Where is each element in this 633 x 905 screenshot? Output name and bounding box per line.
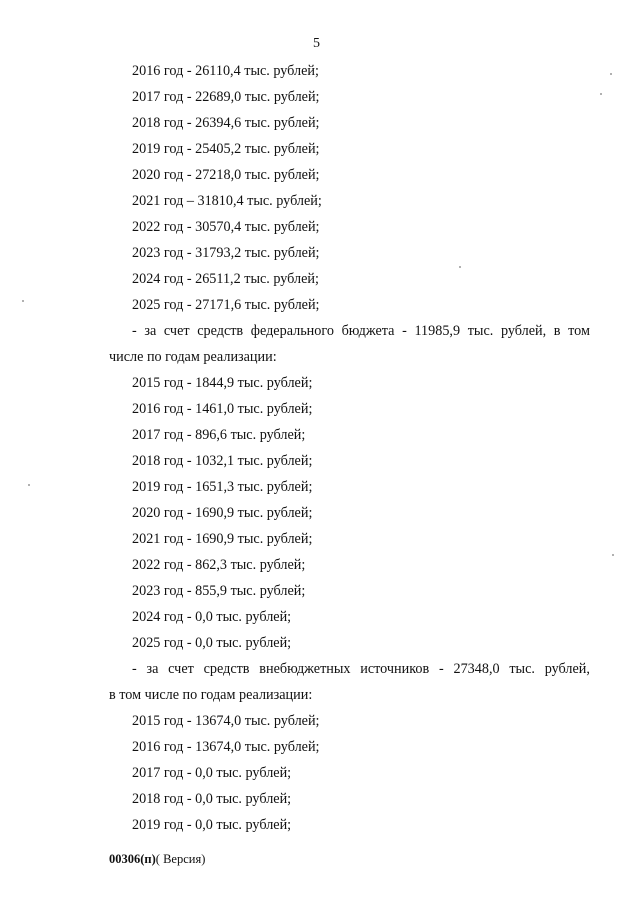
funding-line: 2016 год - 13674,0 тыс. рублей; xyxy=(132,739,320,755)
funding-line: 2021 год – 31810,4 тыс. рублей; xyxy=(132,193,322,209)
word: средств xyxy=(197,323,244,339)
word: тыс. xyxy=(467,323,494,339)
word: том xyxy=(568,323,590,339)
word: рублей, xyxy=(544,661,590,677)
federal-continuation: числе по годам реализации: xyxy=(109,349,277,365)
word: счет xyxy=(168,661,194,677)
funding-line: 2023 год - 31793,2 тыс. рублей; xyxy=(132,245,320,261)
scan-speck xyxy=(28,484,30,486)
funding-line: 2018 год - 0,0 тыс. рублей; xyxy=(132,791,292,807)
funding-line: 2025 год - 0,0 тыс. рублей; xyxy=(132,635,292,651)
word: за xyxy=(146,661,159,677)
scan-speck xyxy=(600,93,602,95)
word: бюджета xyxy=(341,323,395,339)
word: тыс. xyxy=(509,661,535,677)
funding-line: 2018 год - 1032,1 тыс. рублей; xyxy=(132,453,313,469)
funding-line: 2024 год - 26511,2 тыс. рублей; xyxy=(132,271,319,287)
word: - xyxy=(402,323,407,339)
word: в xyxy=(553,323,561,339)
funding-line: 2019 год - 1651,3 тыс. рублей; xyxy=(132,479,313,495)
word: - xyxy=(438,661,444,677)
funding-line: 2022 год - 862,3 тыс. рублей; xyxy=(132,557,306,573)
word: федерального xyxy=(250,323,334,339)
funding-line: 2025 год - 27171,6 тыс. рублей; xyxy=(132,297,320,313)
scan-speck xyxy=(612,554,614,556)
document-code: 00306(п) xyxy=(109,852,156,866)
extrabudget-paragraph xyxy=(132,660,590,678)
funding-line: 2017 год - 896,6 тыс. рублей; xyxy=(132,427,306,443)
funding-line: 2015 год - 1844,9 тыс. рублей; xyxy=(132,375,313,391)
funding-line: 2023 год - 855,9 тыс. рублей; xyxy=(132,583,306,599)
document-footer xyxy=(109,852,205,867)
scan-speck xyxy=(459,266,461,268)
word: источников xyxy=(360,661,430,677)
federal-budget-paragraph xyxy=(132,322,590,340)
word: 27348,0 xyxy=(453,661,500,677)
extrabudget-continuation: в том числе по годам реализации: xyxy=(109,687,313,703)
word: счет xyxy=(163,323,190,339)
funding-line: 2015 год - 13674,0 тыс. рублей; xyxy=(132,713,320,729)
funding-line: 2020 год - 1690,9 тыс. рублей; xyxy=(132,505,313,521)
funding-line: 2018 год - 26394,6 тыс. рублей; xyxy=(132,115,320,131)
word: внебюджетных xyxy=(259,661,351,677)
funding-line: 2016 год - 26110,4 тыс. рублей; xyxy=(132,63,319,79)
funding-line: 2019 год - 25405,2 тыс. рублей; xyxy=(132,141,320,157)
funding-line: 2017 год - 0,0 тыс. рублей; xyxy=(132,765,292,781)
funding-line: 2021 год - 1690,9 тыс. рублей; xyxy=(132,531,313,547)
funding-line: 2016 год - 1461,0 тыс. рублей; xyxy=(132,401,313,417)
funding-line: 2020 год - 27218,0 тыс. рублей; xyxy=(132,167,320,183)
funding-line: 2022 год - 30570,4 тыс. рублей; xyxy=(132,219,320,235)
funding-line: 2017 год - 22689,0 тыс. рублей; xyxy=(132,89,320,105)
word: за xyxy=(144,323,157,339)
page-number: 5 xyxy=(313,36,320,51)
word: рублей, xyxy=(500,323,547,339)
scan-speck xyxy=(22,300,24,302)
word: средств xyxy=(203,661,250,677)
scan-speck xyxy=(610,73,612,75)
funding-line: 2019 год - 0,0 тыс. рублей; xyxy=(132,817,292,833)
funding-line: 2024 год - 0,0 тыс. рублей; xyxy=(132,609,292,625)
word: - xyxy=(132,323,137,339)
word: 11985,9 xyxy=(414,323,461,339)
document-version: ( Версия) xyxy=(155,852,206,866)
word: - xyxy=(132,661,137,677)
